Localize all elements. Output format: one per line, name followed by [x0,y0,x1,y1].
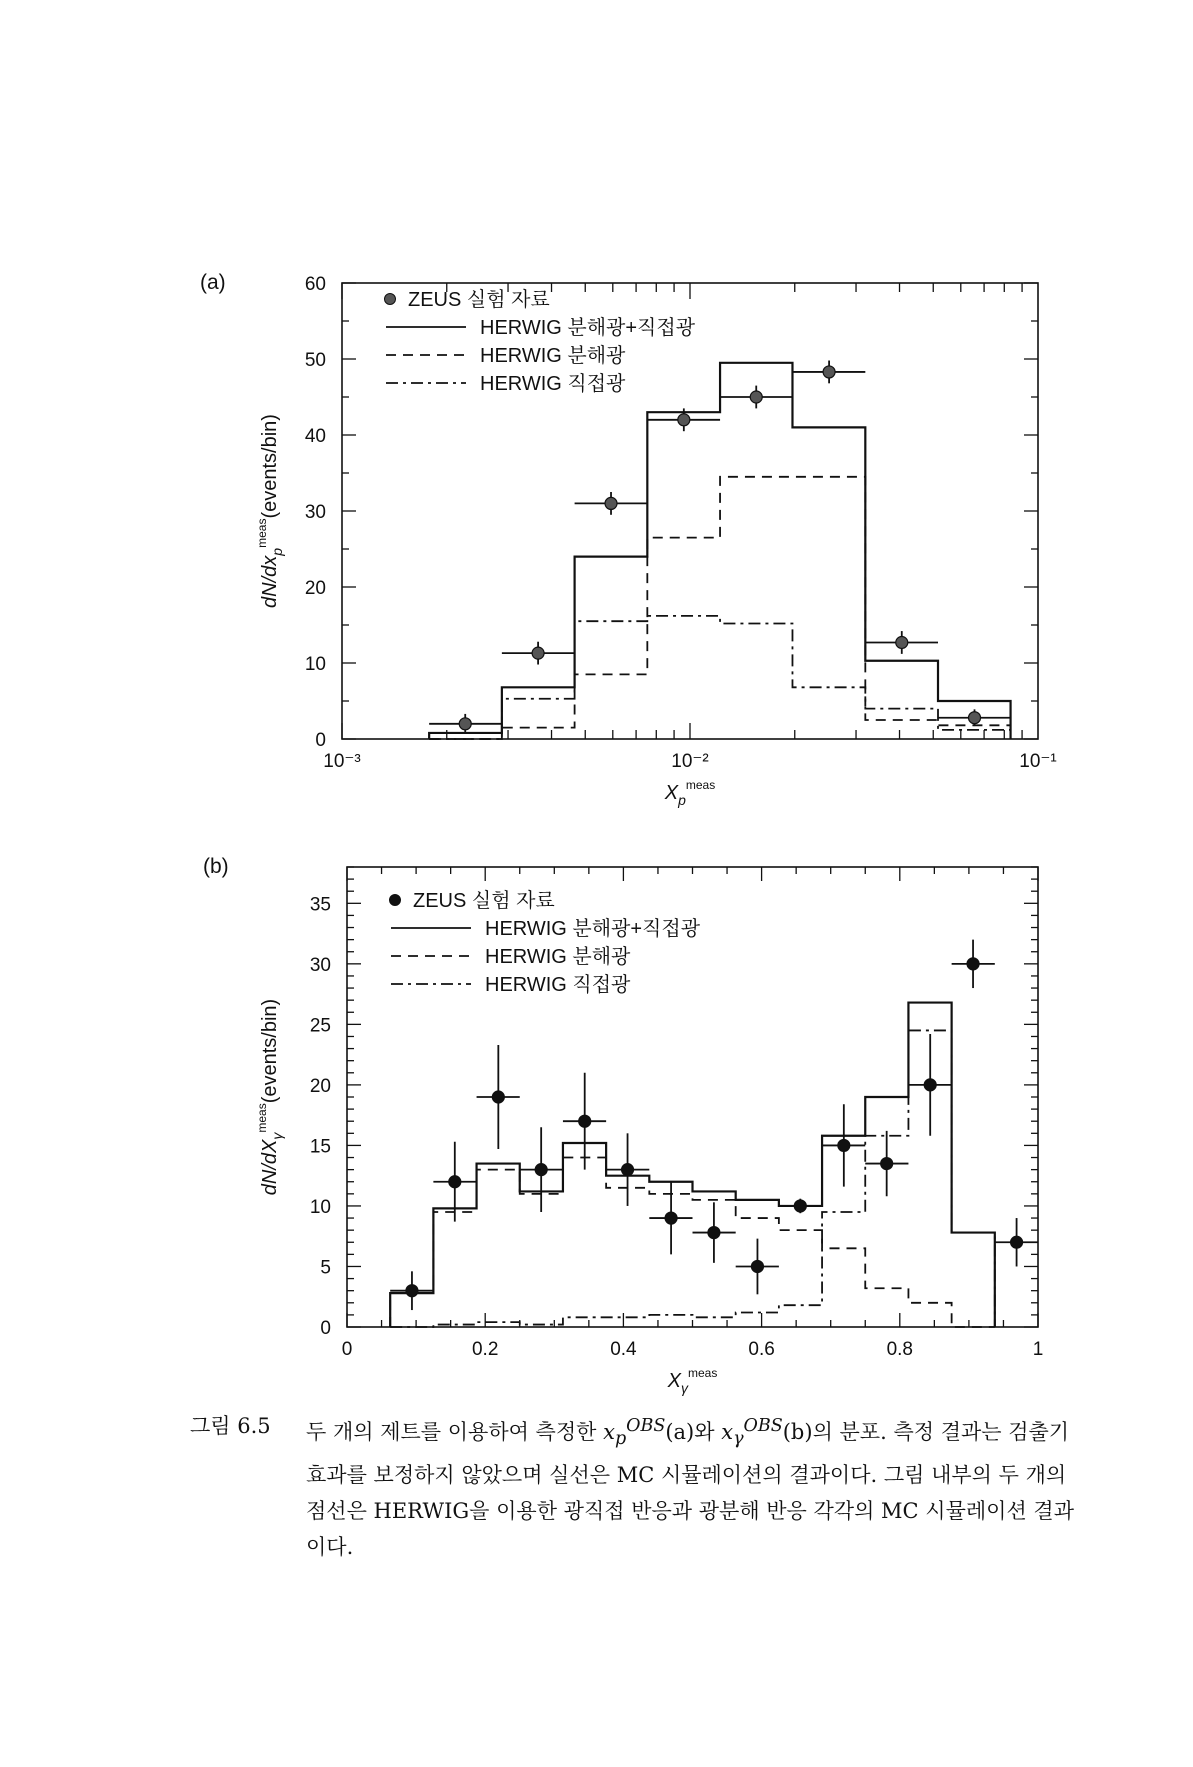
caption-body [306,1408,1090,1565]
caption-var2-sup: OBS [743,1416,783,1436]
y-tick-label: 20 [309,1075,331,1097]
caption-mid1: (a)와 [665,1420,722,1444]
data-point [492,1091,504,1103]
caption-var1-sup: OBS [626,1416,666,1436]
data-point [750,391,762,403]
data-point [449,1176,461,1188]
caption-var1-sub: p [614,1429,627,1450]
x-axis-label: $X_p^{meas}$ [664,778,716,808]
x-tick-label: 0 [341,1339,353,1360]
data-point [1011,1236,1023,1248]
y-tick-label: 0 [315,730,326,751]
histogram-dashed [429,477,1010,739]
x-tick-label: 0.4 [610,1339,637,1360]
caption-var1: x [603,1420,615,1444]
x-tick-label: 10⁻³ [323,751,361,772]
histogram-dashdot [390,1030,995,1327]
data-point [535,1164,547,1176]
y-tick-label: 40 [304,426,326,447]
y-tick-label: 35 [309,894,331,916]
legend-marker-points [385,294,396,305]
panel-label: (b) [203,855,229,878]
y-tick-label: 25 [309,1015,331,1037]
panel-b [203,855,1043,1396]
plot-frame [342,283,1038,739]
data-point [708,1227,720,1239]
data-point [896,636,908,648]
legend-label: ZEUS 실험 자료 [408,289,550,311]
data-point [459,718,471,730]
data-point [924,1079,936,1091]
y-tick-label: 0 [320,1318,331,1339]
legend-label: HERWIG 직접광 [480,373,626,395]
y-tick-label: 10 [309,1196,331,1218]
histogram-solid [390,1003,995,1327]
data-point [838,1139,850,1151]
y-tick-label: 60 [304,274,326,295]
data-point [823,366,835,378]
x-tick-label: 10⁻² [671,751,709,772]
x-tick-label: 0.6 [748,1339,775,1360]
y-tick-label: 15 [309,1136,331,1158]
y-tick-label: 5 [320,1257,331,1279]
legend-label: HERWIG 분해광 [480,345,626,367]
data-point [579,1115,591,1127]
data-point [881,1158,893,1170]
data-point [751,1260,763,1272]
x-tick-label: 1 [1032,1339,1044,1360]
caption-lead: 두 개의 제트를 이용하여 측정한 [306,1420,604,1444]
y-axis-label: $dN/dX_\gamma^{meas}(events/bin)$ [255,998,285,1196]
data-point [532,647,544,659]
x-tick-label: 0.2 [471,1339,499,1360]
figure-caption [190,1408,1090,1565]
data-point [794,1200,806,1212]
data-point [969,712,981,724]
data-point [665,1212,677,1224]
x-axis-label: $X_\gamma^{meas}$ [667,1366,718,1396]
y-tick-label: 20 [304,578,326,599]
caption-var2-sub: γ [733,1429,744,1450]
x-tick-label: 10⁻¹ [1019,751,1057,772]
caption-tail: (b)의 분포. 측정 결과는 검출기 효과를 보정하지 않았으며 실선은 MC 시뮬레이션의 결과이다. 그림 내부의 두 개의 점선은 HERWIG을 이용한 광직접 반응과 광분해 반응 각각의 MC 시뮬레이션 결과이다. [306,1420,1074,1560]
data-point [967,958,979,970]
y-tick-label: 30 [304,502,326,523]
histogram-dashdot [429,616,1010,739]
data-point [605,497,617,509]
caption-number: 그림 6.5 [190,1414,271,1438]
x-tick-label: 0.8 [886,1339,914,1360]
panel-a [200,271,1057,808]
legend-label: HERWIG 분해광 [485,946,631,968]
caption-var2: x [721,1420,734,1444]
legend-label: ZEUS 실험 자료 [413,890,555,912]
legend-label: HERWIG 직접광 [485,974,631,996]
panel-label: (a) [200,271,226,294]
y-tick-label: 30 [309,954,331,976]
y-tick-label: 10 [304,654,326,675]
data-point [622,1164,634,1176]
legend-marker-points [390,895,401,906]
data-point [678,414,690,426]
data-point [406,1285,418,1297]
y-tick-label: 50 [304,350,326,371]
legend-label: HERWIG 분해광+직접광 [485,918,701,940]
y-axis-label: $dN/dx_p^{meas}(events/bin)$ [255,414,285,608]
legend-label: HERWIG 분해광+직접광 [480,317,696,339]
